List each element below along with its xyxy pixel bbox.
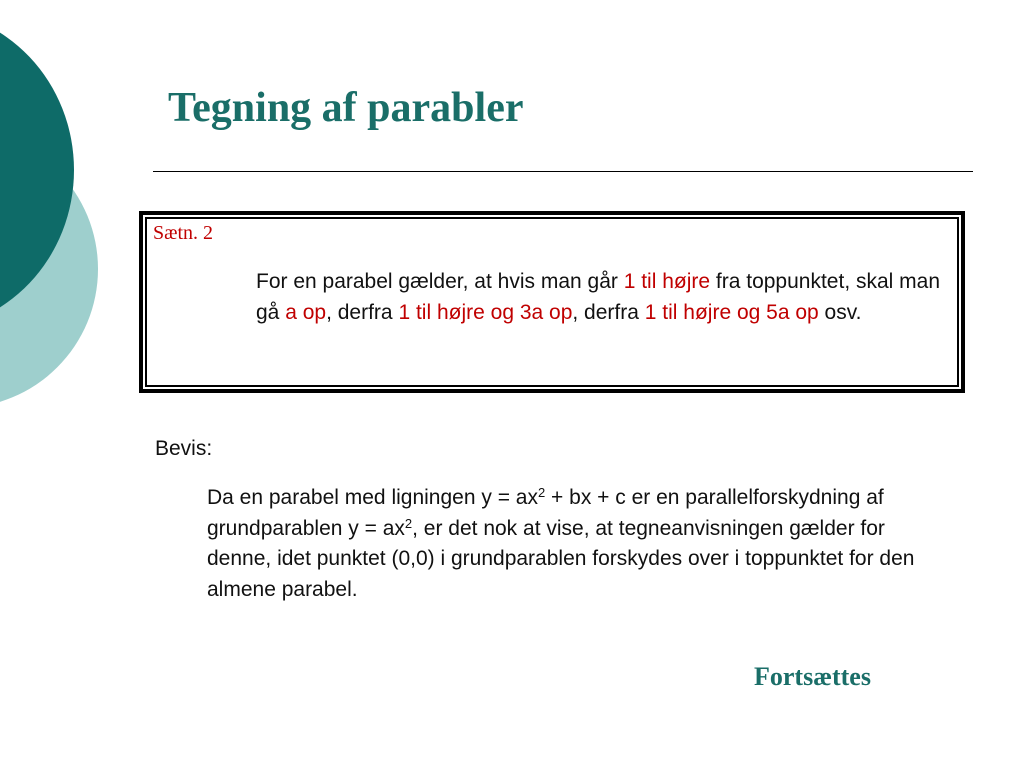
- superscript: 2: [537, 485, 546, 500]
- text-run: + bx + c er en parallelforskydning af grundparablen y = ax: [207, 486, 884, 540]
- highlighted-text: 1 til højre og 3a op: [398, 301, 573, 324]
- text-run: , derfra: [326, 301, 399, 324]
- highlighted-text: 1 til højre: [623, 270, 711, 293]
- proof-text: [207, 483, 947, 605]
- text-run: For en parabel gælder, at hvis man går: [256, 270, 624, 293]
- text-run: osv.: [818, 301, 862, 324]
- highlighted-text: a op: [285, 301, 327, 324]
- text-run: , er det nok at vise, at tegneanvisningen gælder for denne, idet punktet (0,0) i grundparablen forskydes over i toppunktet for den almene parabel.: [207, 516, 915, 601]
- text-run: Da en parabel med ligningen y = ax: [207, 486, 538, 509]
- continue-label: Fortsættes: [754, 662, 871, 691]
- text-run: fra toppunktet, skal man gå: [256, 270, 941, 324]
- highlighted-text: 1 til højre og 5a op: [644, 301, 819, 324]
- theorem-text: [256, 266, 946, 328]
- slide-title: Tegning af parabler: [168, 85, 524, 131]
- theorem-label: Sætn. 2: [153, 222, 214, 244]
- text-run: , derfra: [572, 301, 645, 324]
- proof-label: Bevis:: [155, 437, 213, 460]
- superscript: 2: [404, 515, 413, 531]
- title-divider: [153, 171, 973, 172]
